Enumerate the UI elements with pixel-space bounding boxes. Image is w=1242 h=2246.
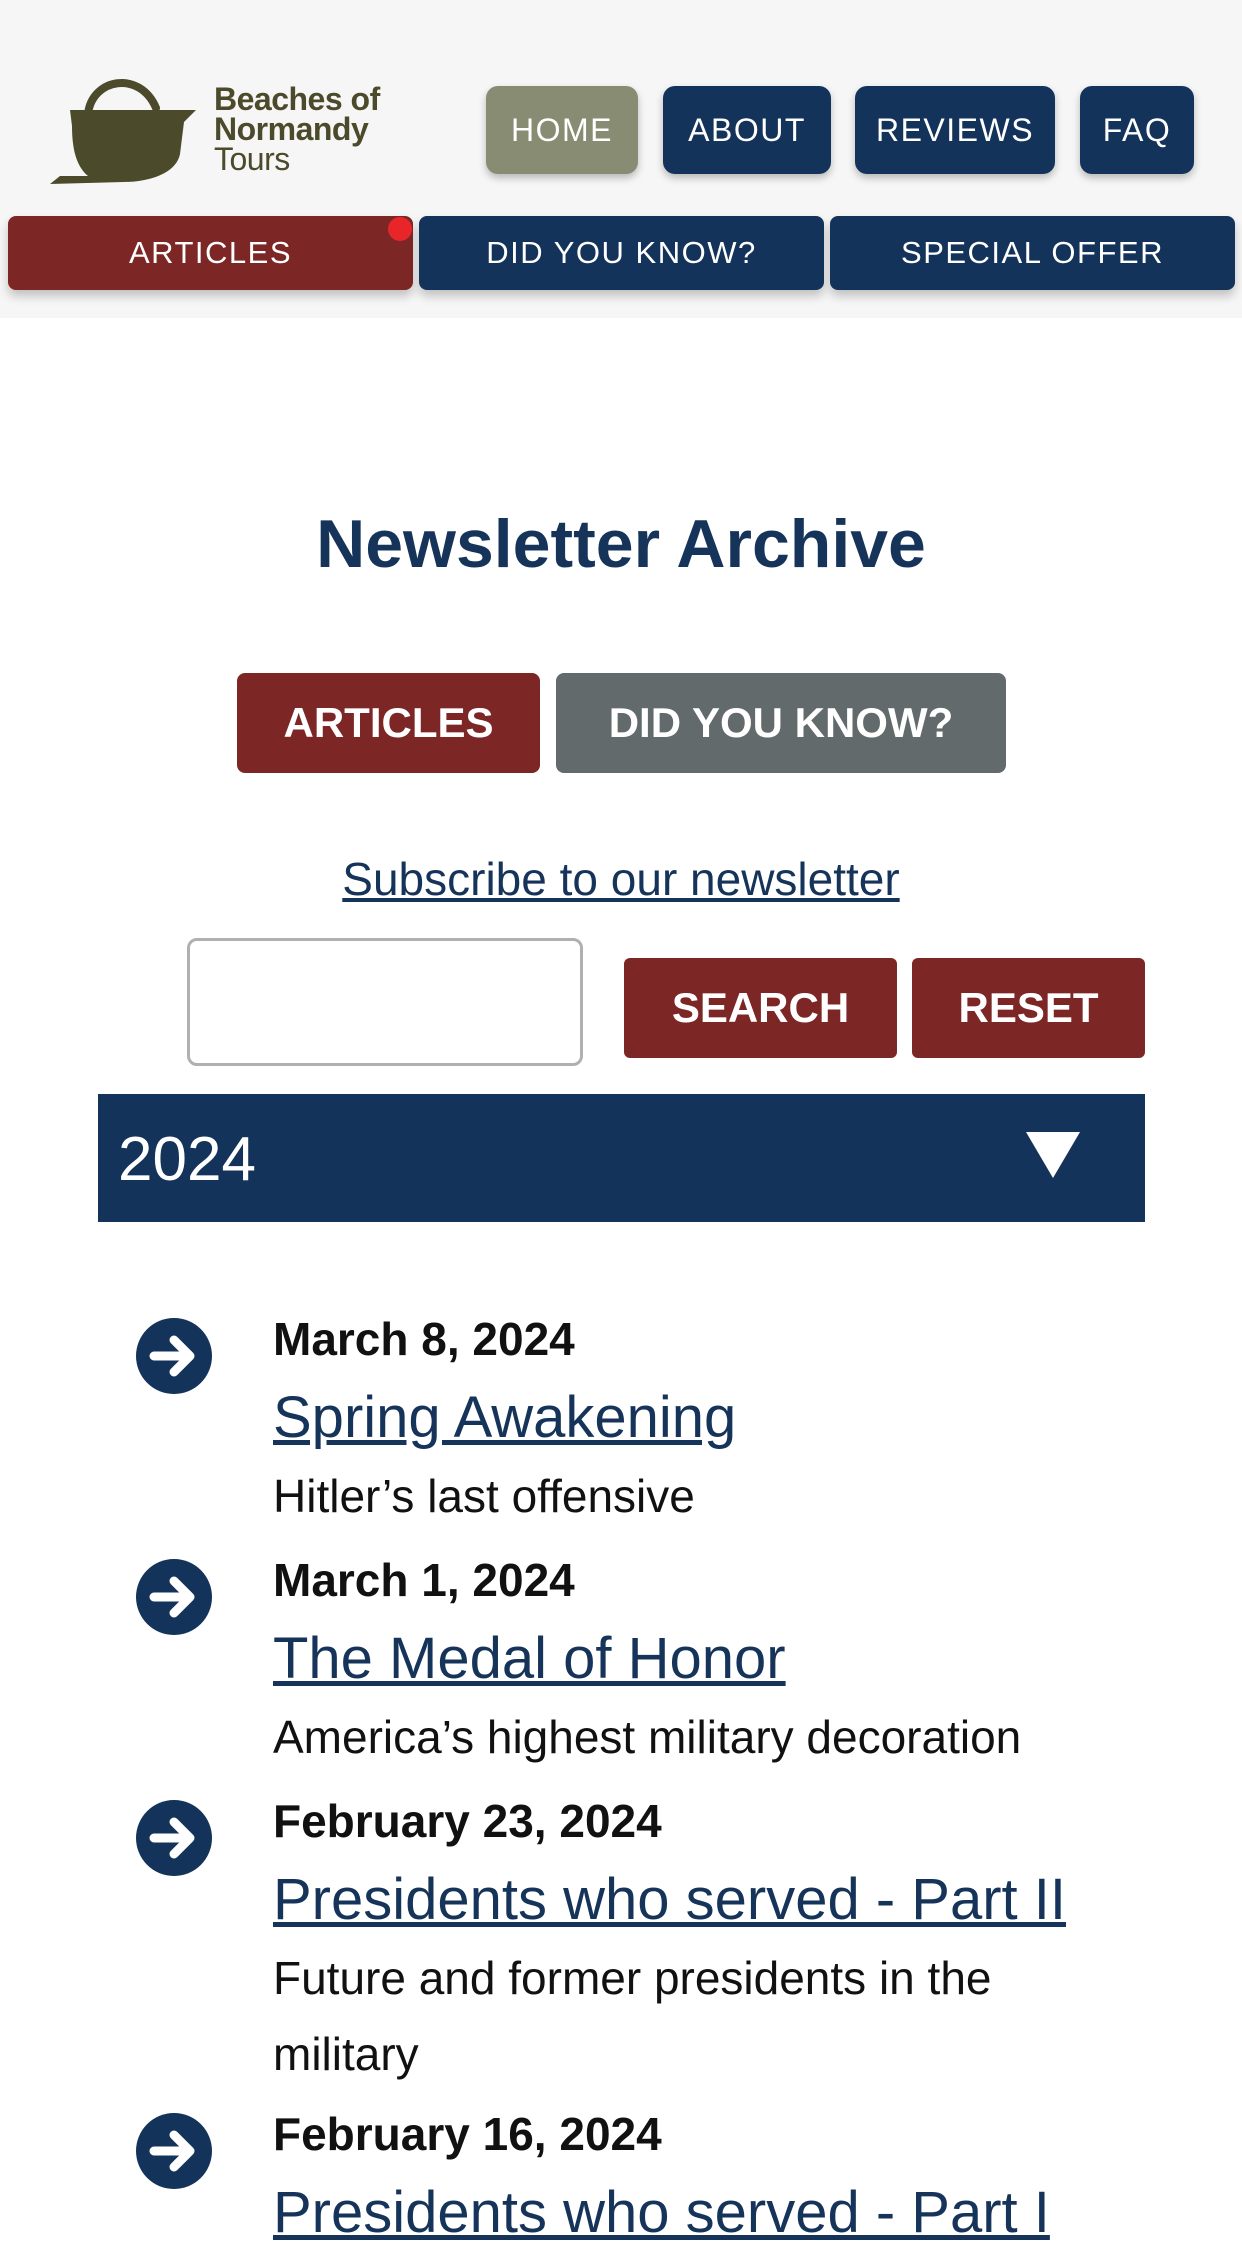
nav-home-button[interactable]: HOME [486,86,638,174]
article-description: Future and former presidents in the military [273,1952,992,2080]
nav-reviews-button[interactable]: REVIEWS [855,86,1055,174]
article-title-link[interactable]: Presidents who served - Part I [273,2180,1050,2245]
article-title-link[interactable]: Spring Awakening [273,1385,737,1450]
article-title-link[interactable]: The Medal of Honor [273,1626,786,1691]
year-select-value: 2024 [118,1125,256,1194]
article-title-link[interactable]: Presidents who served - Part II [273,1867,1066,1932]
logo-wordmark [214,81,380,177]
reset-button[interactable]: RESET [912,958,1145,1058]
site-logo[interactable] [48,70,408,190]
subnav-special-offer-button[interactable]: SPECIAL OFFER [830,216,1235,290]
logo-line-1: Beaches of [214,81,380,117]
article-description: America’s highest military decoration [273,1711,1022,1763]
logo-line-3: Tours [214,141,290,177]
nav-faq-button[interactable]: FAQ [1080,86,1194,174]
triangle-down-icon [1026,1132,1080,1178]
filter-articles-button[interactable]: ARTICLES [237,673,540,773]
arrow-right-circle-icon[interactable] [136,1318,212,1394]
article-date: March 1, 2024 [273,1554,575,1606]
notification-dot [388,217,412,241]
search-input[interactable] [187,938,583,1066]
site-header [0,0,1242,318]
arrow-right-circle-icon[interactable] [136,1800,212,1876]
article-description: Hitler’s last offensive [273,1470,695,1522]
page-title: Newsletter Archive [316,506,926,582]
nav-about-button[interactable]: ABOUT [663,86,831,174]
subnav-articles-button[interactable]: ARTICLES [8,216,413,290]
year-select[interactable] [98,1094,1145,1222]
article-date: March 8, 2024 [273,1313,575,1365]
subscribe-link[interactable]: Subscribe to our newsletter [342,853,900,905]
search-button[interactable]: SEARCH [624,958,897,1058]
article-date: February 16, 2024 [273,2108,662,2160]
logo-line-2: Normandy [214,111,369,147]
subnav-did-you-know-button[interactable]: DID YOU KNOW? [419,216,824,290]
basket-logo-icon [48,70,198,188]
arrow-right-circle-icon[interactable] [136,2113,212,2189]
article-date: February 23, 2024 [273,1795,662,1847]
arrow-right-circle-icon[interactable] [136,1559,212,1635]
filter-did-you-know-button[interactable]: DID YOU KNOW? [556,673,1006,773]
